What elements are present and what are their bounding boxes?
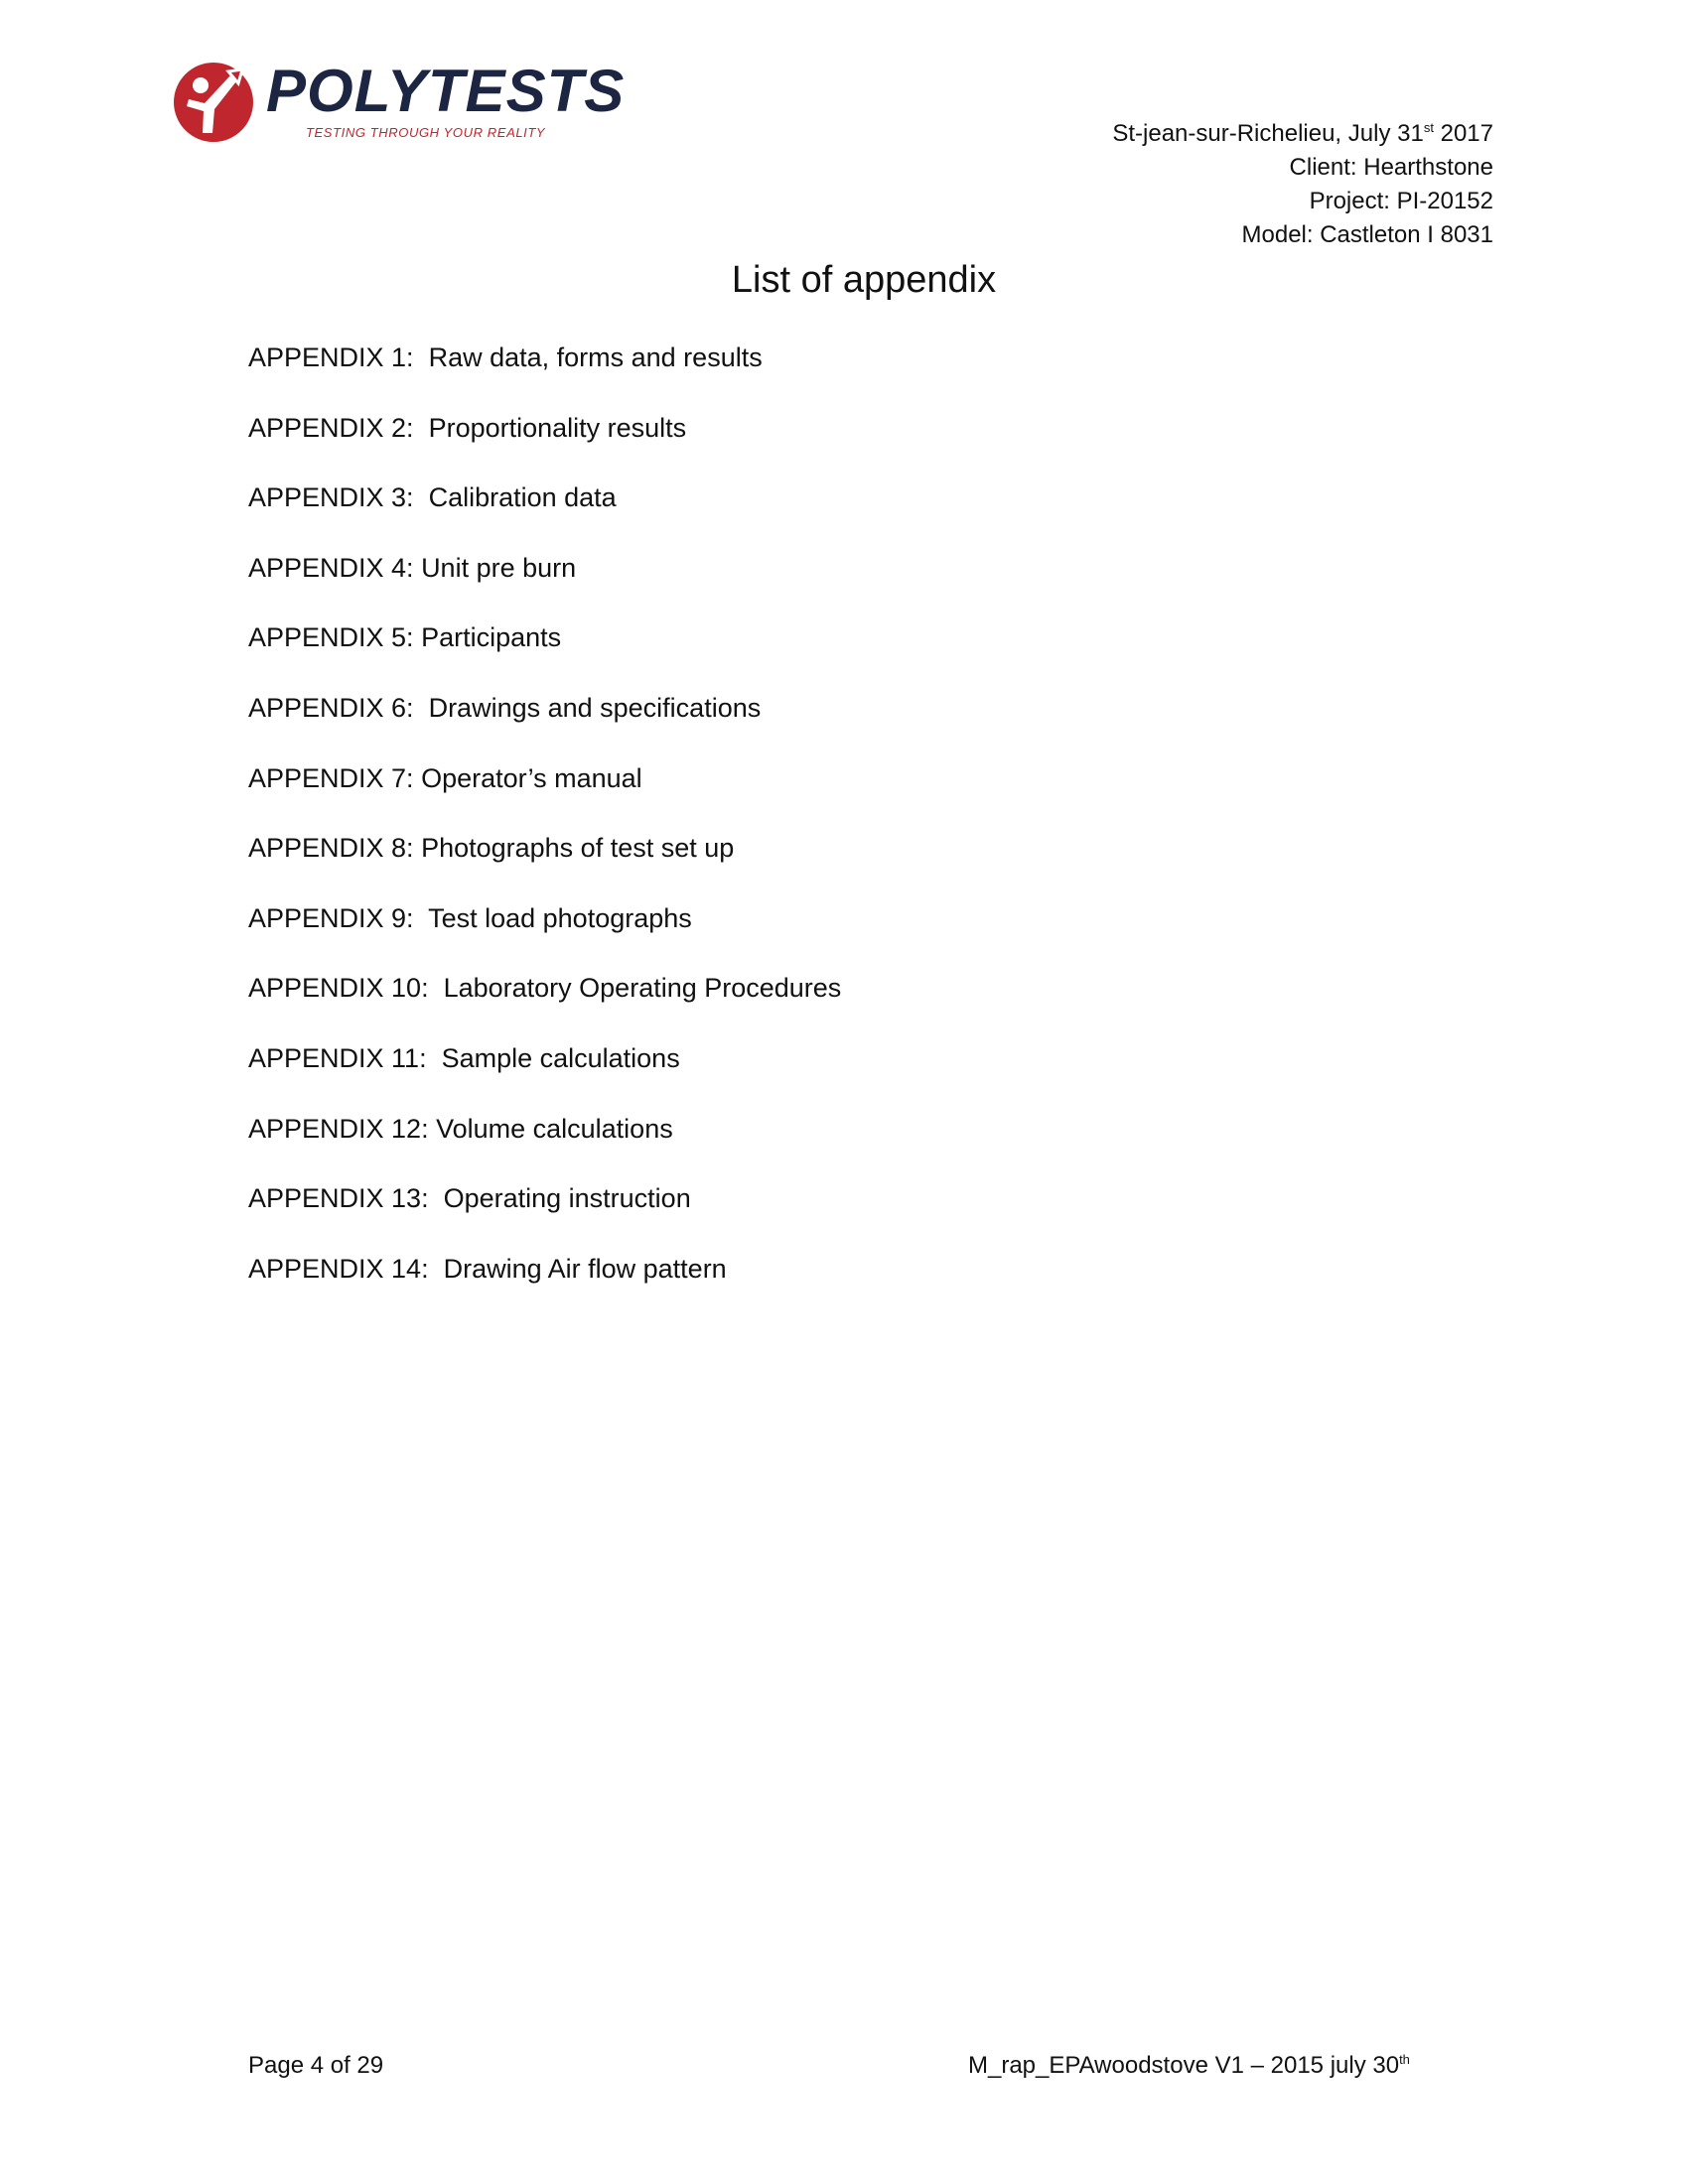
client-line: Client: Hearthstone [1289,154,1493,181]
appendix-item-1: APPENDIX 1: Raw data, forms and results [248,342,763,372]
page-title: List of appendix [731,259,997,301]
logo-tagline: TESTING THROUGH YOUR REALITY [306,125,546,140]
project-line: Project: PI-20152 [1309,188,1493,214]
appendix-item-10: APPENDIX 10: Laboratory Operating Procedures [248,973,842,1004]
place-date: St-jean-sur-Richelieu, July 31st 2017 [1112,120,1493,147]
logo-wordmark: POLYTESTS [266,58,626,124]
appendix-list [248,340,841,1320]
appendix-item-9: APPENDIX 9: Test load photographs [248,902,692,933]
company-logo [171,58,628,147]
appendix-item-3: APPENDIX 3: Calibration data [248,482,617,513]
report-header-info [1112,117,1493,252]
polytests-logo-icon [171,60,256,145]
appendix-item-6: APPENDIX 6: Drawings and specifications [248,692,762,723]
appendix-item-12: APPENDIX 12: Volume calculations [248,1113,673,1144]
appendix-item-5: APPENDIX 5: Participants [248,622,562,653]
appendix-item-13: APPENDIX 13: Operating instruction [248,1183,691,1214]
document-reference: M_rap_EPAwoodstove V1 – 2015 july 30th [968,2052,1410,2079]
appendix-item-2: APPENDIX 2: Proportionality results [248,412,687,443]
appendix-item-11: APPENDIX 11: Sample calculations [248,1042,680,1073]
appendix-item-14: APPENDIX 14: Drawing Air flow pattern [248,1253,727,1284]
appendix-item-7: APPENDIX 7: Operator’s manual [248,762,642,793]
page-number: Page 4 of 29 [248,2052,384,2079]
model-line: Model: Castleton I 8031 [1241,221,1493,248]
appendix-item-4: APPENDIX 4: Unit pre burn [248,552,577,583]
appendix-item-8: APPENDIX 8: Photographs of test set up [248,833,735,864]
